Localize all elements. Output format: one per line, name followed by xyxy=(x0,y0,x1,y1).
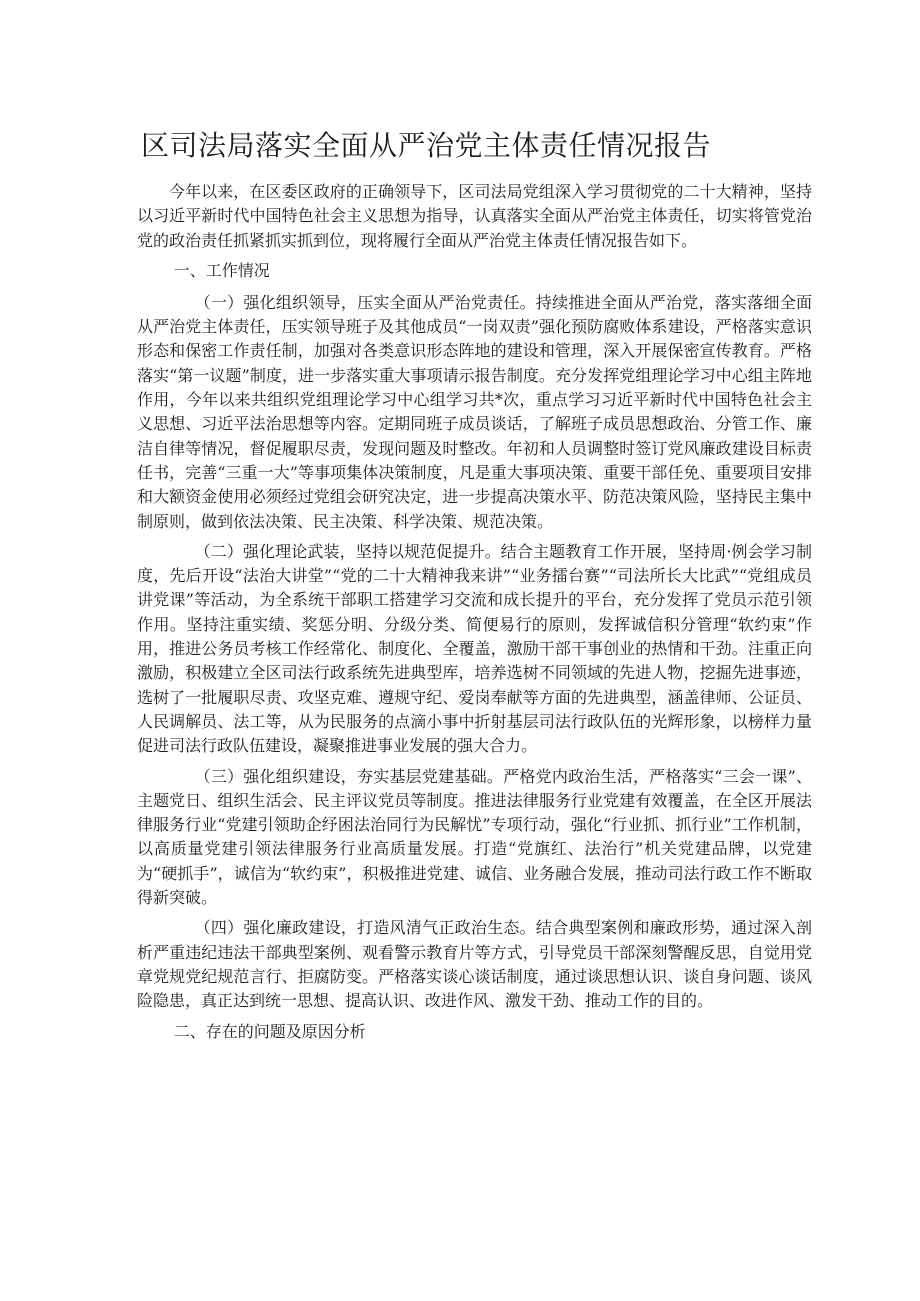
section-heading-work-status: 一、工作情况 xyxy=(173,260,270,280)
paragraph-theory-study: （二）强化理论武装，坚持以规范促提升。结合主题教育工作开展，坚持周·例会学习制度，先后开设“法治大讲堂”“党的二十大精神我来讲”“业务擂台赛”“司法所长大比武”“党组成员讲党课”等活动，为全系统干部职工搭建学习交流和成长提升的平台，充分发挥了党员示范引领作用。坚持注重实绩、奖惩分明、分级分类、简便易行的原则，发挥诚信积分管理“软约束”作用，推进公务员考核工作经常化、制度化、全覆盖，激励干部干事创业的热情和干劲。注重正向激励，积极建立全区司法行政系统先进典型库，培养选树不同领域的先进人物，挖掘先进事迹，选树了一批履职尽责、攻坚克难、遵规守纪、爱岗奉献等方面的先进典型，涵盖律师、公证员、人民调解员、法工等，从为民服务的点滴小事中折射基层司法行政队伍的光辉形象，以榜样力量促进司法行政队伍建设，凝聚推进事业发展的强大合力。 xyxy=(137,541,812,756)
intro-paragraph: 今年以来，在区委区政府的正确领导下，区司法局党组深入学习贯彻党的二十大精神，坚持以习近平新时代中国特色社会主义思想为指导，认真落实全面从严治党主体责任，切实将管党治党的政治责任抓紧抓实抓到位，现将履行全面从严治党主体责任情况报告如下。 xyxy=(137,182,812,250)
document-title: 区司法局落实全面从严治党主体责任情况报告 xyxy=(141,129,712,162)
paragraph-clean-governance: （四）强化廉政建设，打造风清气正政治生态。结合典型案例和廉政形势，通过深入剖析严重违纪违法干部典型案例、观看警示教育片等方式，引导党员干部深刻警醒反思，自觉用党章党规党纪规范言行、拒腐防变。严格落实谈心谈话制度，通过谈思想认识、谈自身问题、谈风险隐患，真正达到统一思想、提高认识、改进作风、激发干劲、推动工作的目的。 xyxy=(137,918,812,1011)
paragraph-organization-leadership: （一）强化组织领导，压实全面从严治党责任。持续推进全面从严治党，落实落细全面从严治党主体责任，压实领导班子及其他成员“一岗双责”强化预防腐败体系建设，严格落实意识形态和保密工作责任制，加强对各类意识形态阵地的建设和管理，深入开展保密宣传教育。严格落实“第一议题”制度，进一步落实重大事项请示报告制度。充分发挥党组理论学习中心组主阵地作用，今年以来共组织党组理论学习中心组学习共*次，重点学习习近平新时代中国特色社会主义思想、习近平法治思想等内容。定期同班子成员谈话，了解班子成员思想政治、分管工作、廉洁自律等情况，督促履职尽责，发现问题及时整改。年初和人员调整时签订党风廉政建设目标责任书，完善“三重一大”等事项集体决策制度，凡是重大事项决策、重要干部任免、重要项目安排和大额资金使用必须经过党组会研究决定，进一步提高决策水平、防范决策风险，坚持民主集中制原则，做到依法决策、民主决策、科学决策、规范决策。 xyxy=(137,292,812,531)
paragraph-party-building: （三）强化组织建设，夯实基层党建基础。严格党内政治生活，严格落实“三会一课”、主题党日、组织生活会、民主评议党员等制度。推进法律服务行业党建有效覆盖，在全区开展法律服务行业“党建引领助企纾困法治同行为民解忧”专项行动，强化“行业抓、抓行业”工作机制，以高质量党建引领法律服务行业高质量发展。打造“党旗红、法治行”机关党建品牌，以党建为“硬抓手”，诚信为“软约束”，积极推进党建、诚信、业务融合发展，推动司法行政工作不断取得新突破。 xyxy=(137,766,812,908)
section-heading-problems: 二、存在的问题及原因分析 xyxy=(173,1021,366,1041)
